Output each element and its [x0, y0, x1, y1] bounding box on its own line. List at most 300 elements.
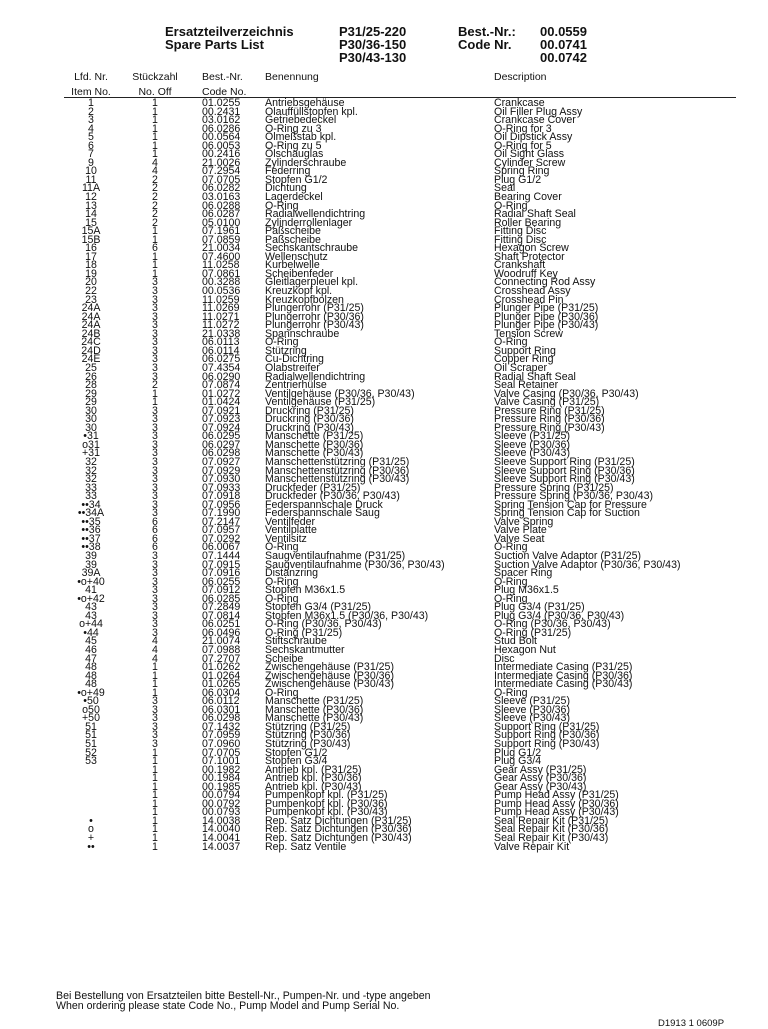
cell-code-no: 07.0874 — [202, 379, 241, 392]
cell-item-no: 24A — [81, 302, 101, 315]
cell-description-en: O-Ring — [494, 199, 528, 212]
cell-name-de: Lagerdeckel — [265, 191, 323, 204]
cell-code-no: 11.0258 — [202, 259, 240, 272]
cell-item-no: 52 — [85, 746, 97, 759]
cell-description-en: Seal Retainer — [494, 379, 559, 392]
table-row — [0, 840, 768, 853]
cell-name-de: Stopfen G3/4 (P31/25) — [265, 601, 372, 614]
table-row — [0, 637, 768, 646]
table-row — [0, 199, 768, 212]
cell-description-en: Plug G3/4 (P31/25) — [494, 601, 585, 614]
table-row — [0, 210, 768, 219]
cell-code-no: 01.0262 — [202, 661, 241, 674]
cell-item-no: 39A — [81, 567, 101, 580]
cell-qty: 3 — [152, 421, 158, 434]
cell-name-de: Spannschraube — [265, 327, 340, 340]
cell-description-en: Pump Head Assy (P30/43) — [494, 806, 619, 819]
cell-item-no: •• — [87, 840, 95, 853]
cell-description-en: O-Ring for 5 — [494, 139, 552, 152]
cell-code-no: 06.0251 — [202, 618, 241, 631]
cell-qty: 1 — [152, 823, 158, 836]
cell-qty: 1 — [152, 250, 158, 263]
col-code-de: Best.-Nr. — [202, 71, 243, 83]
cell-item-no: 15 — [85, 216, 97, 229]
cell-description-en: Support Ring — [494, 344, 556, 357]
cell-name-de: Zylinderschraube — [265, 156, 347, 169]
cell-qty: 3 — [152, 549, 158, 562]
cell-qty: 1 — [152, 686, 158, 699]
cell-code-no: 07.0957 — [202, 524, 241, 537]
cell-code-no: 05.0100 — [202, 216, 241, 229]
cell-description-en: Support Ring (P31/25) — [494, 720, 600, 733]
cell-description-en: Valve Plate — [494, 524, 547, 537]
table-row — [0, 609, 768, 622]
cell-name-de: Dichtung — [265, 182, 307, 195]
cell-name-de: Olabstreifer — [265, 361, 320, 374]
cell-name-de: Ventilfeder — [265, 515, 316, 528]
cell-name-de: Cu-Dichtring — [265, 353, 324, 366]
cell-name-de: O-Ring — [265, 199, 299, 212]
cell-code-no: 11.0272 — [202, 319, 240, 332]
cell-item-no: 45 — [85, 635, 97, 648]
model-1: P31/25-220 — [339, 24, 407, 39]
table-row — [0, 216, 768, 229]
cell-code-no: 11.0271 — [202, 310, 240, 323]
table-row — [0, 244, 768, 253]
table-row — [0, 432, 768, 441]
cell-item-no: 19 — [85, 267, 97, 280]
table-row — [0, 498, 768, 511]
cell-name-de: Plungerrohr (P30/43) — [265, 319, 364, 332]
cell-qty: 2 — [152, 379, 158, 392]
cell-qty: 3 — [152, 567, 158, 580]
cell-qty: 4 — [152, 156, 158, 169]
cell-qty: 6 — [152, 541, 158, 554]
cell-code-no: 14.0037 — [202, 840, 241, 853]
cell-item-no: 46 — [85, 644, 97, 656]
cell-description-en: Radial Shaft Seal — [494, 208, 576, 221]
cell-item-no: o50 — [82, 703, 100, 716]
cell-item-no: 16 — [85, 242, 97, 255]
cell-item-no: 43 — [85, 609, 97, 622]
cell-qty: 1 — [152, 97, 158, 109]
cell-name-de: Rep. Satz Dichtungen (P30/36) — [265, 823, 412, 836]
cell-code-no: 06.0298 — [202, 712, 241, 725]
table-row — [0, 509, 768, 518]
cell-description-en: Sleeve (P31/25) — [494, 430, 570, 443]
cell-item-no: 5 — [88, 131, 94, 144]
cell-item-no: 22 — [85, 285, 97, 298]
cell-qty: 3 — [152, 490, 158, 503]
cell-code-no: 07.0292 — [202, 532, 241, 545]
cell-item-no: ••36 — [81, 524, 101, 537]
cell-item-no: 15B — [81, 233, 101, 246]
cell-item-no: o — [88, 823, 94, 836]
table-row — [0, 492, 768, 501]
cell-qty: 1 — [152, 259, 158, 272]
header-rule — [64, 97, 736, 98]
cell-qty: 3 — [152, 695, 158, 708]
cell-name-de: Ventilgehäuse (P31/25) — [265, 396, 376, 409]
cell-name-de: Manschette (P30/36) — [265, 438, 364, 451]
table-row — [0, 532, 768, 545]
cell-qty: 3 — [152, 609, 158, 622]
cell-qty: 3 — [152, 507, 158, 520]
cell-qty: 3 — [152, 285, 158, 298]
cell-qty: 3 — [152, 293, 158, 306]
cell-code-no: 06.0282 — [202, 182, 241, 195]
cell-name-de: Manschette (P30/43) — [265, 447, 364, 460]
cell-item-no: ••34A — [77, 507, 105, 520]
cell-description-en: Bearing Cover — [494, 191, 562, 204]
table-row — [0, 558, 768, 571]
cell-description-en: Sleeve (P31/25) — [494, 695, 570, 708]
cell-item-no: 11A — [81, 182, 101, 195]
cell-description-en: O-Ring — [494, 575, 528, 588]
table-row — [0, 746, 768, 759]
cell-code-no: 00.2431 — [202, 105, 241, 118]
cell-item-no: 23 — [85, 293, 97, 306]
cell-qty: 3 — [152, 712, 158, 725]
table-row — [0, 680, 768, 689]
table-row — [0, 184, 768, 193]
cell-description-en: O-Ring (P31/25) — [494, 626, 572, 639]
cell-description-en: Crankcase — [494, 97, 545, 109]
cell-name-de: Rep. Satz Dichtungen (P30/43) — [265, 832, 412, 845]
cell-item-no: • — [89, 814, 93, 827]
table-row — [0, 686, 768, 699]
cell-description-en: Oil Dipstick Assy — [494, 131, 573, 144]
cell-description-en: Hexagon Nut — [494, 644, 556, 656]
cell-name-de: Druckfeder (P31/25) — [265, 481, 361, 494]
cell-description-en: Seal Repair Kit (P30/43) — [494, 832, 609, 845]
cell-item-no: 48 — [85, 669, 97, 682]
table-row — [0, 139, 768, 152]
cell-qty: 1 — [152, 806, 158, 819]
table-row — [0, 646, 768, 655]
table-row — [0, 763, 768, 776]
cell-code-no: 06.0496 — [202, 626, 241, 639]
cell-item-no: 6 — [88, 139, 94, 152]
cell-code-no: 07.2147 — [202, 515, 241, 528]
cell-item-no: 51 — [85, 729, 97, 742]
cell-description-en: O-Ring — [494, 336, 528, 349]
cell-code-no: 06.0112 — [202, 695, 240, 708]
table-row — [0, 361, 768, 374]
cell-code-no: 06.0067 — [202, 541, 241, 554]
cell-description-en: Pressure Spring (P31/25) — [494, 481, 614, 494]
table-row — [0, 227, 768, 236]
col-qty-header — [122, 70, 188, 100]
cell-description-en: Plunger Pipe (P31/25) — [494, 302, 599, 315]
cell-name-de: Scheibenfeder — [265, 267, 334, 280]
cell-code-no: 07.0915 — [202, 558, 241, 571]
cell-description-en: Suction Valve Adaptor (P31/25) — [494, 549, 642, 562]
cell-item-no: 33 — [85, 481, 97, 494]
cell-qty: 2 — [152, 173, 158, 186]
cell-description-en: Tension Screw — [494, 327, 563, 340]
cell-name-de: Kreuzkopf kpl. — [265, 285, 333, 298]
cell-code-no: 07.0924 — [202, 421, 241, 434]
cell-name-de: Paßscheibe — [265, 225, 321, 238]
table-row — [0, 116, 768, 125]
cell-qty: 3 — [152, 370, 158, 383]
cell-code-no: 07.4354 — [202, 361, 241, 374]
cell-item-no: +50 — [82, 712, 100, 725]
cell-item-no: 32 — [85, 455, 97, 468]
cell-name-de: Ölschauglas — [265, 148, 324, 161]
cell-name-de: O-Ring — [265, 592, 299, 605]
cell-code-no: 07.0988 — [202, 644, 241, 656]
cell-code-no: 06.0304 — [202, 686, 241, 699]
cell-item-no: 30 — [85, 421, 97, 434]
cell-item-no: +31 — [82, 447, 100, 460]
cell-item-no: 7 — [88, 148, 94, 161]
cell-qty: 2 — [152, 216, 158, 229]
table-row — [0, 586, 768, 595]
cell-qty: 3 — [152, 430, 158, 443]
cell-name-de: Antrieb kpl. (P31/25) — [265, 763, 362, 776]
document-id: D1913 1 0609P — [658, 1018, 725, 1029]
cell-name-de: O-Ring (P31/25) — [265, 626, 343, 639]
cell-code-no: 06.0113 — [202, 336, 240, 349]
cell-name-de: Stützring — [265, 344, 307, 357]
cell-description-en: Crosshead Pin — [494, 293, 564, 306]
cell-qty: 3 — [152, 404, 158, 417]
cell-name-de: Stopfen G3/4 — [265, 755, 328, 768]
cell-name-de: Paßscheibe — [265, 233, 321, 246]
cell-code-no: 06.0290 — [202, 370, 241, 383]
cell-name-de: Stiftschraube — [265, 635, 327, 648]
cell-name-de: Kurbelwelle — [265, 259, 320, 272]
cell-item-no: o+44 — [79, 618, 103, 631]
cell-qty: 3 — [152, 344, 158, 357]
cell-name-de: O-Ring zu 5 — [265, 139, 322, 152]
cell-name-de: Manschettenstützring (P30/43) — [265, 473, 410, 486]
cell-code-no: 07.0916 — [202, 567, 241, 580]
cell-qty: 3 — [152, 327, 158, 340]
cell-description-en: Valve Seat — [494, 532, 545, 545]
cell-code-no: 07.0933 — [202, 481, 241, 494]
cell-code-no: 07.0956 — [202, 498, 241, 511]
cell-code-no: 00.2416 — [202, 148, 241, 161]
cell-name-de: Pumpenkopf kpl. (P30/36) — [265, 797, 388, 810]
table-row — [0, 569, 768, 578]
cell-description-en: Plug M36x1.5 — [494, 584, 559, 597]
cell-name-de: Zentrierhülse — [265, 379, 327, 392]
table-row — [0, 415, 768, 424]
cell-qty: 4 — [152, 644, 158, 656]
cell-item-no: •o+49 — [77, 686, 105, 699]
cell-name-de: O-Ring (P30/36, P30/43) — [265, 618, 382, 631]
cell-qty: 2 — [152, 199, 158, 212]
cell-qty: 3 — [152, 592, 158, 605]
cell-item-no: 3 — [88, 114, 94, 127]
cell-item-no: 14 — [85, 208, 97, 221]
cell-name-de: O-Ring zu 3 — [265, 122, 322, 135]
table-row — [0, 421, 768, 434]
cell-description-en: Sleeve (P30/36) — [494, 438, 570, 451]
cell-code-no: 07.0927 — [202, 455, 241, 468]
cell-code-no: 06.0255 — [202, 575, 241, 588]
cell-code-no: 07.0861 — [202, 267, 241, 280]
cell-name-de: Druckfeder (P30/36, P30/43) — [265, 490, 400, 503]
cell-item-no: 15A — [81, 225, 101, 238]
cell-code-no: 06.0285 — [202, 592, 241, 605]
title-de: Ersatzteilverzeichnis — [165, 24, 294, 39]
cell-code-no: 07.0929 — [202, 464, 241, 477]
cell-code-no: 07.2849 — [202, 601, 241, 614]
table-row — [0, 167, 768, 176]
cell-item-no: 32 — [85, 464, 97, 477]
cell-code-no: 07.1990 — [202, 507, 241, 520]
cell-description-en: Radial Shaft Seal — [494, 370, 576, 383]
table-row — [0, 287, 768, 296]
cell-code-no: 14.0038 — [202, 814, 241, 827]
cell-name-de: Plungerrohr (P30/36) — [265, 310, 364, 323]
cell-qty: 6 — [152, 242, 158, 255]
cell-item-no: 9 — [88, 156, 94, 169]
cell-qty: 6 — [152, 532, 158, 545]
cell-description-en: Spring Tension Cap for Suction — [494, 507, 640, 520]
cell-qty: 3 — [152, 601, 158, 614]
cell-name-de: Pumpenkopf kpl. (P30/43) — [265, 806, 388, 819]
cell-name-de: Federring — [265, 165, 311, 178]
cell-qty: 1 — [152, 148, 158, 161]
best-nr-label: Best.-Nr.: — [458, 24, 516, 39]
cell-item-no: 10 — [85, 165, 97, 178]
cell-qty: 2 — [152, 208, 158, 221]
cell-name-de: Olmeßstab kpl. — [265, 131, 337, 144]
cell-qty: 1 — [152, 661, 158, 674]
cell-description-en: Pressure Ring (P31/25) — [494, 404, 605, 417]
table-row — [0, 515, 768, 528]
cell-name-de: Radialwellendichtring — [265, 208, 366, 221]
cell-description-en: Plug G1/2 — [494, 746, 542, 759]
cell-qty: 1 — [152, 772, 158, 785]
table-row — [0, 438, 768, 451]
cell-item-no: 53 — [85, 755, 97, 768]
cell-code-no: 00.0536 — [202, 285, 241, 298]
table-row — [0, 99, 768, 108]
cell-item-no: 25 — [85, 361, 97, 374]
table-row — [0, 355, 768, 364]
cell-description-en: Pump Head Assy (P31/25) — [494, 789, 619, 802]
cell-name-de: Federspannschale Druck — [265, 498, 383, 511]
cell-description-en: Support Ring (P30/43) — [494, 738, 600, 751]
cell-description-en: Pump Head Assy (P30/36) — [494, 797, 619, 810]
cell-description-en: Seal Repair Kit (P30/36) — [494, 823, 609, 836]
cell-item-no: o31 — [82, 438, 100, 451]
cell-code-no: 07.0923 — [202, 413, 241, 426]
cell-code-no: 07.0918 — [202, 490, 241, 503]
cell-code-no: 01.0424 — [202, 396, 241, 409]
cell-code-no: 00.0794 — [202, 789, 241, 802]
cell-name-de: Olauffüllstopfen kpl. — [265, 105, 358, 118]
cell-description-en: Oil Filler Plug Assy — [494, 105, 583, 118]
cell-description-en: Woodruff Key — [494, 267, 558, 280]
cell-name-de: Getriebedeckel — [265, 114, 337, 127]
cell-code-no: 07.2954 — [202, 165, 241, 178]
table-row — [0, 398, 768, 407]
cell-description-en: Valve Spring — [494, 515, 554, 528]
cell-item-no: 24A — [81, 319, 101, 332]
cell-item-no: 11 — [85, 173, 97, 186]
cell-code-no: 06.0053 — [202, 139, 241, 152]
cell-name-de: O-Ring — [265, 686, 299, 699]
cell-code-no: 00.1982 — [202, 763, 241, 776]
table-row — [0, 338, 768, 347]
cell-code-no: 07.0705 — [202, 173, 241, 186]
cell-code-no: 07.1001 — [202, 755, 241, 768]
col-name: Benennung — [265, 71, 319, 83]
cell-item-no: 29 — [85, 396, 97, 409]
cell-name-de: Antrieb kpl. (P30/43) — [265, 780, 362, 793]
cell-qty: 3 — [152, 558, 158, 571]
cell-name-de: Stopfen G1/2 — [265, 746, 328, 759]
cell-description-en: Roller Bearing — [494, 216, 562, 229]
cell-name-de: Manschettenstützring (P30/36) — [265, 464, 410, 477]
col-item-header — [64, 70, 118, 100]
table-row — [0, 156, 768, 169]
cell-code-no: 01.0264 — [202, 669, 241, 682]
cell-code-no: 03.0163 — [202, 191, 241, 204]
cell-item-no: 48 — [85, 678, 97, 691]
cell-description-en: Stud Bolt — [494, 635, 537, 648]
cell-qty: 1 — [152, 114, 158, 127]
cell-qty: 2 — [152, 182, 158, 195]
table-row — [0, 703, 768, 716]
col-item-en: Item No. — [71, 86, 111, 98]
cell-name-de: Saugventilaufnahme (P31/25) — [265, 549, 406, 562]
cell-qty: 1 — [152, 840, 158, 853]
cell-description-en: Gear Assy (P31/25) — [494, 763, 587, 776]
table-row — [0, 304, 768, 313]
cell-item-no: 26 — [85, 370, 97, 383]
cell-description-en: Fitting Disc — [494, 225, 547, 238]
cell-code-no: 07.0705 — [202, 746, 241, 759]
code-nr-label: Code Nr. — [458, 37, 512, 52]
cell-code-no: 00.1984 — [202, 772, 241, 785]
cell-name-de: Manschette (P30/43) — [265, 712, 364, 725]
cell-code-no: 07.4600 — [202, 250, 241, 263]
cell-code-no: 21.0026 — [202, 156, 241, 169]
cell-description-en: Valve Casing (P30/36, P30/43) — [494, 387, 639, 400]
cell-name-de: Sechskantschraube — [265, 242, 359, 255]
col-qty-de: Stückzahl — [132, 71, 178, 83]
cell-code-no: 06.0287 — [202, 208, 241, 221]
cell-name-de: Stopfen M36x1.5 (P30/36, P30/43) — [265, 609, 429, 622]
col-code-en: Code No. — [202, 86, 247, 98]
table-row — [0, 293, 768, 306]
cell-code-no: 06.0301 — [202, 703, 241, 716]
cell-item-no: •o+42 — [77, 592, 105, 605]
cell-qty: 1 — [152, 780, 158, 793]
table-row — [0, 267, 768, 280]
title-en: Spare Parts List — [165, 37, 264, 52]
cell-description-en: Crankcase Cover — [494, 114, 576, 127]
cell-qty: 1 — [152, 122, 158, 135]
cell-code-no: 03.0162 — [202, 114, 241, 127]
cell-code-no: 06.0288 — [202, 199, 241, 212]
cell-item-no: •44 — [83, 626, 99, 639]
cell-qty: 3 — [152, 626, 158, 639]
cell-qty: 4 — [152, 635, 158, 648]
table-row — [0, 834, 768, 843]
cell-name-de: Rep. Satz Dichtungen (P31/25) — [265, 814, 412, 827]
cell-qty: 3 — [152, 438, 158, 451]
cell-description-en: Valve Repair Kit — [494, 840, 570, 853]
